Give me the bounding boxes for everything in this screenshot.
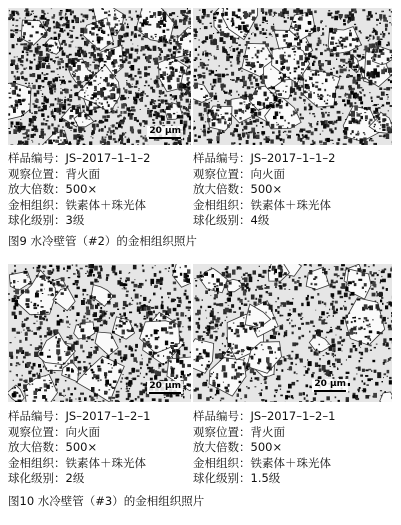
info-row-position: 观察位置：向火面 [193, 166, 285, 181]
info-row-sample-id: 样品编号：JS–2017–1–1–2 [8, 151, 151, 165]
info-row-position: 观察位置：背火面 [8, 166, 100, 181]
micrograph-fig9-left [8, 8, 191, 145]
info-row-spheroidization: 球化级别：1.5级 [193, 471, 281, 485]
micrograph-fig10-right [193, 264, 392, 402]
info-row-sample-id: 样品编号：JS–2017–1–2–1 [193, 409, 336, 423]
figure-caption-9: 图9 水冷壁管（#2）的金相组织照片 [8, 234, 197, 248]
micrograph-fig9-right-texture [193, 8, 392, 145]
info-block-fig9-left [8, 151, 150, 229]
info-row-sample-id: 样品编号：JS–2017–1–1–2 [193, 151, 336, 165]
info-row-structure: 金相组织：铁素体＋珠光体 [8, 197, 146, 212]
info-row-spheroidization: 球化级别：4级 [193, 213, 270, 227]
scale-bar [147, 126, 183, 139]
scale-label: 20 μm [149, 126, 181, 136]
scale-label: 20 μm [149, 381, 181, 391]
info-row-structure: 金相组织：铁素体＋珠光体 [193, 197, 331, 212]
info-row-sample-id: 样品编号：JS–2017–1–2–1 [8, 409, 151, 423]
info-block-fig9-right [193, 151, 335, 229]
info-row-spheroidization: 球化级别：3级 [8, 213, 85, 227]
scale-line [149, 392, 181, 394]
figure-caption-10: 图10 水冷壁管（#3）的金相组织照片 [8, 494, 205, 508]
info-block-fig10-right [193, 409, 335, 487]
scale-line [314, 390, 346, 392]
info-row-magnification: 放大倍数：500× [193, 182, 283, 196]
scale-label: 20 μm [314, 379, 346, 389]
info-row-position: 观察位置：背火面 [193, 424, 285, 439]
info-row-magnification: 放大倍数：500× [193, 440, 283, 454]
info-row-magnification: 放大倍数：500× [8, 182, 98, 196]
info-row-structure: 金相组织：铁素体＋珠光体 [193, 455, 331, 470]
scale-bar [147, 381, 183, 394]
info-row-magnification: 放大倍数：500× [8, 440, 98, 454]
micrograph-fig9-left-texture [8, 8, 191, 145]
info-row-position: 观察位置：向火面 [8, 424, 100, 439]
micrograph-fig9-right [193, 8, 392, 145]
info-row-structure: 金相组织：铁素体＋珠光体 [8, 455, 146, 470]
micrograph-fig10-right-texture [193, 264, 392, 402]
scale-line [149, 137, 181, 139]
info-row-spheroidization: 球化级别：2级 [8, 471, 85, 485]
micrograph-fig10-left [8, 264, 191, 402]
info-block-fig10-left [8, 409, 150, 487]
scale-bar [312, 379, 348, 392]
